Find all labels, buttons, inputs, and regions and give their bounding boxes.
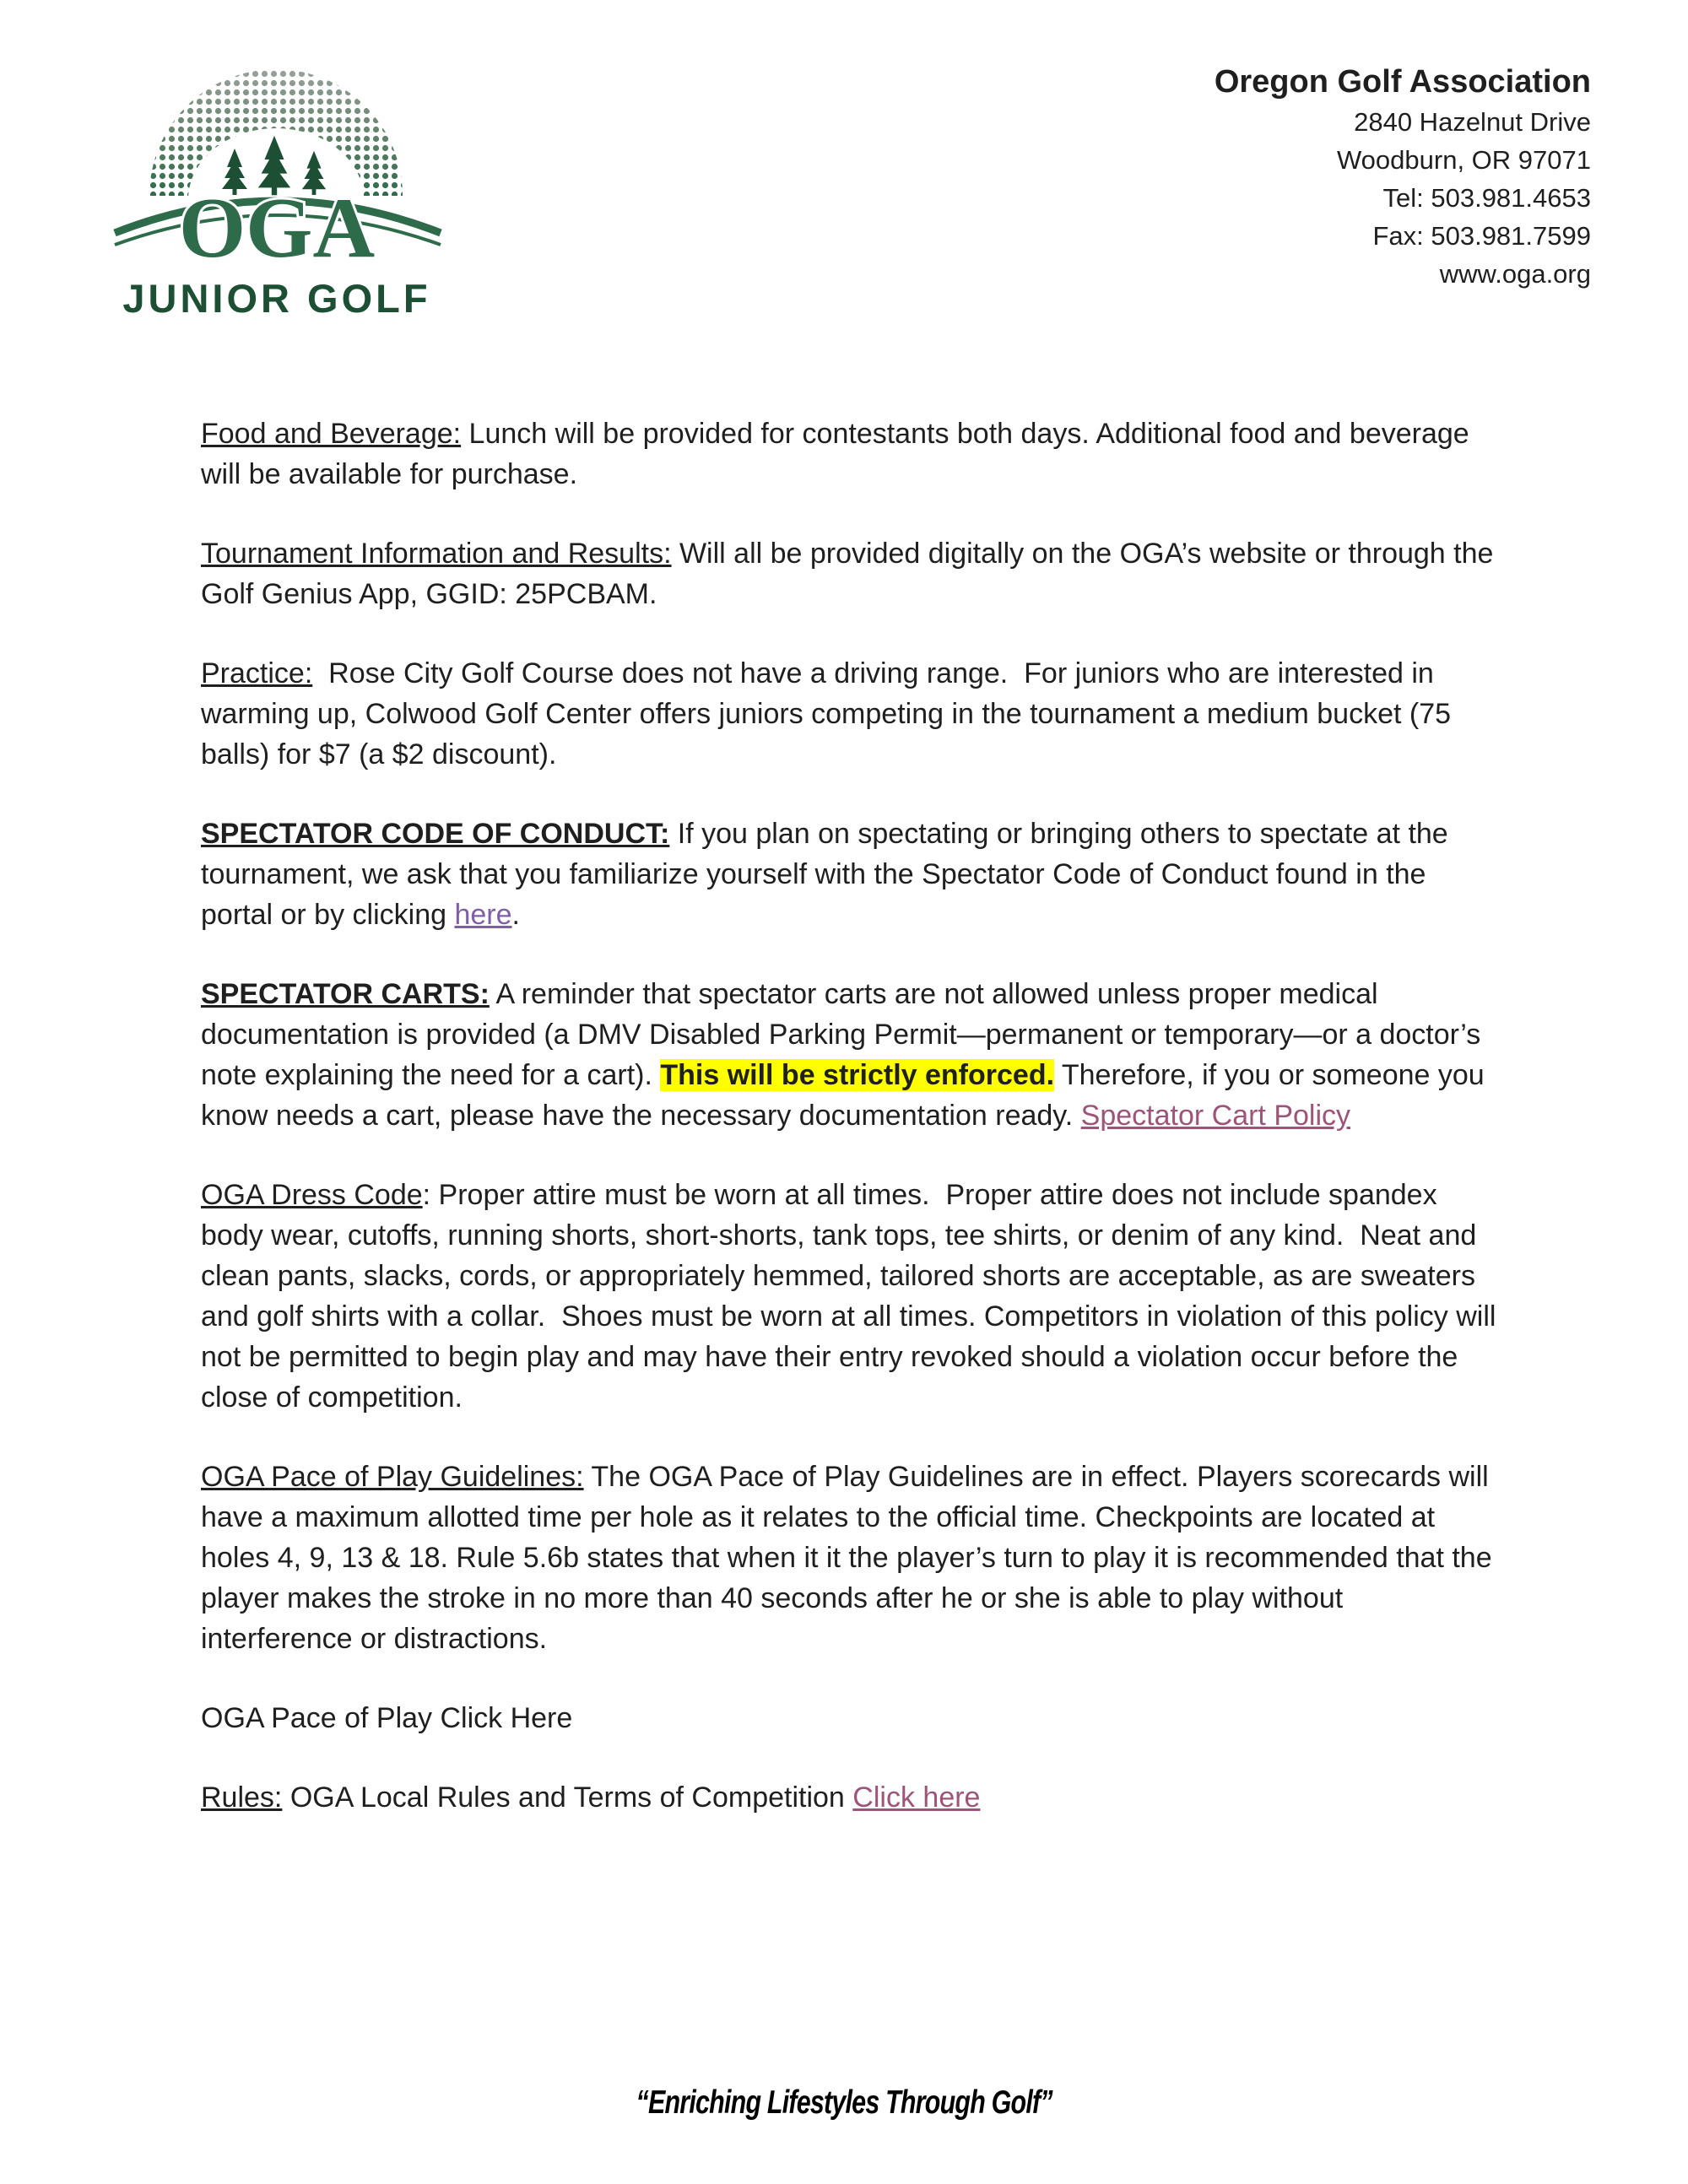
page-footer (0, 2084, 1688, 2122)
spectator-conduct-here-link[interactable]: here (454, 899, 512, 931)
dress-code-text: : Proper attire must be worn at all times. Proper attire does not include spandex body wear, cutoffs, running shorts, short-shorts, tank tops, tee shirts, or denim of any kind. Neat and clean pants, slacks, cords, or appropriately hemmed, tailored shorts are acceptable, as are sweaters and golf shirts with a collar. Shoes must be worn at all times. Competitors in violation of this policy will not be permitted to begin play and may have their entry revoked should a violation occur before the close of competition. (201, 1179, 1504, 1414)
paragraph-dress-code (201, 1175, 1504, 1418)
org-fax: Fax: 503.981.7599 (1372, 221, 1591, 251)
paragraph-spectator-carts (201, 974, 1498, 1136)
spectator-conduct-period: . (511, 899, 520, 931)
org-name: Oregon Golf Association (1214, 64, 1591, 100)
rules-text: OGA Local Rules and Terms of Competition (282, 1781, 853, 1814)
dress-code-label: OGA Dress Code (201, 1179, 423, 1211)
spectator-carts-text-2: Therefore, if you or someone you know needs a cart, please have the necessary documentation ready. (201, 1059, 1493, 1132)
paragraph-tournament-info (201, 533, 1501, 614)
paragraph-pace-guidelines (201, 1457, 1501, 1659)
pace-guidelines-text: The OGA Pace of Play Guidelines are in effect. Players scorecards will have a maximum allotted time per hole as it relates to the official time. Checkpoints are located at holes 4, 9, 13 & 18. Rule 5.6b states that when it it the player’s turn to play it is recommended that the player makes the stroke in no more than 40 seconds after he or she is able to play without interference or distractions. (201, 1461, 1501, 1655)
tournament-info-text: Will all be provided digitally on the OGA’s website or through the Golf Genius App, GGID: 25PCBAM. (201, 538, 1501, 610)
paragraph-spectator-conduct (201, 814, 1498, 935)
letterhead (0, 0, 1688, 329)
paragraph-food-beverage (201, 414, 1498, 495)
pace-click-here-text: OGA Pace of Play Click Here (201, 1702, 573, 1734)
paragraph-practice (201, 653, 1498, 775)
logo-graphic (111, 51, 442, 329)
practice-text: Rose City Golf Course does not have a driving range. For juniors who are interested in warming up, Colwood Golf Center offers juniors competing in the tournament a medium bucket (75 balls) for $7 (a $2 discount). (201, 657, 1459, 770)
org-address-city: Woodburn, OR 97071 (1336, 145, 1591, 175)
rules-click-here-link[interactable]: Click here (852, 1781, 981, 1814)
org-phone: Tel: 503.981.4653 (1382, 183, 1591, 213)
logo-acronym: OGA (178, 181, 376, 276)
strictly-enforced-highlight: This will be strictly enforced. (660, 1059, 1055, 1091)
spectator-carts-label: SPECTATOR CARTS: (201, 978, 490, 1010)
spectator-conduct-label: SPECTATOR CODE OF CONDUCT: (201, 818, 670, 850)
org-contact-block (1215, 51, 1591, 293)
letter-body (201, 414, 1504, 1818)
org-website: www.oga.org (1439, 259, 1591, 289)
pace-guidelines-label: OGA Pace of Play Guidelines: (201, 1461, 584, 1493)
food-beverage-text: Lunch will be provided for contestants both days. Additional food and beverage will be available for purchase. (201, 418, 1478, 490)
spectator-carts-text-1: A reminder that spectator carts are not allowed unless proper medical documentation is provided (a DMV Disabled Parking Permit—permanent or temporary—or a doctor’s note explaining the need for a cart). (201, 978, 1489, 1091)
paragraph-rules (201, 1777, 1498, 1818)
spectator-cart-policy-link[interactable]: Spectator Cart Policy (1080, 1100, 1351, 1132)
food-beverage-label: Food and Beverage: (201, 418, 462, 450)
tournament-info-label: Tournament Information and Results: (201, 538, 672, 570)
oga-junior-golf-logo (111, 51, 442, 329)
practice-label: Practice: (201, 657, 313, 689)
paragraph-pace-click-here (201, 1698, 1498, 1738)
rules-label: Rules: (201, 1781, 283, 1814)
tagline: “Enriching Lifestyles Through Golf” (636, 2084, 1052, 2121)
logo-subtitle: JUNIOR GOLF (122, 276, 431, 321)
org-address-street: 2840 Hazelnut Drive (1354, 107, 1591, 137)
spectator-conduct-text: If you plan on spectating or bringing others to spectate at the tournament, we ask that you familiarize yourself with the Spectator Code of Conduct found in the portal or by clicking (201, 818, 1457, 931)
